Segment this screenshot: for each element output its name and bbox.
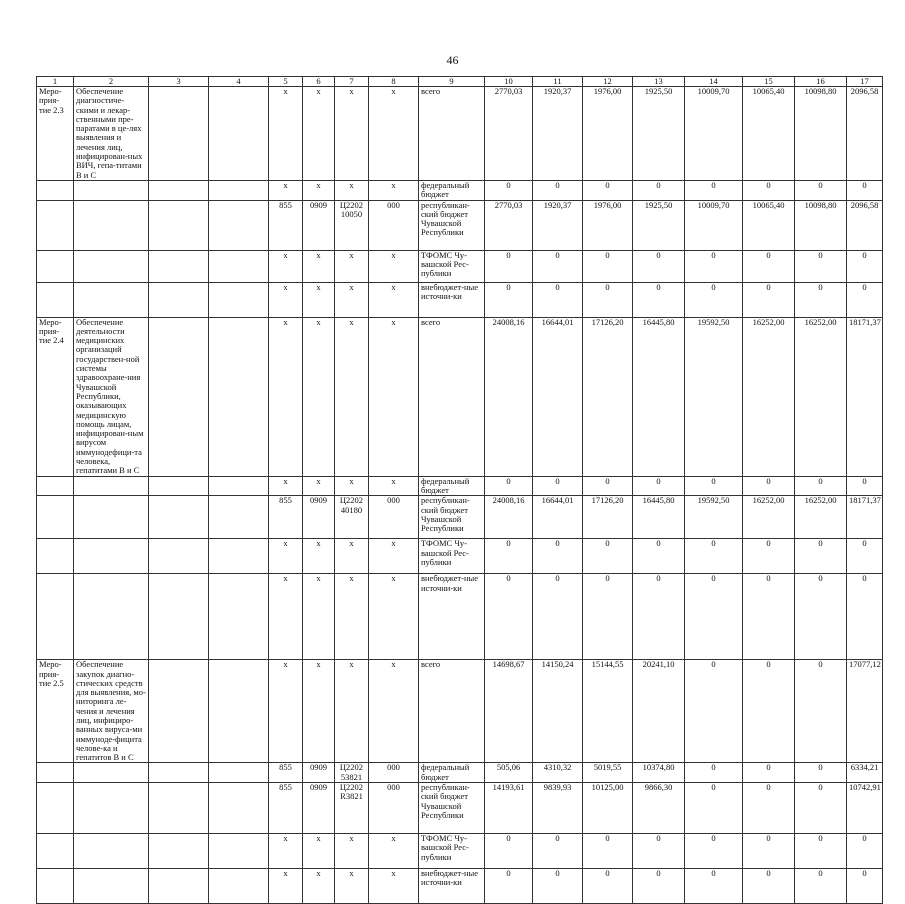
header-cell: 10: [485, 77, 533, 87]
value-cell: 0: [743, 783, 795, 834]
value-cell: 0: [485, 476, 533, 496]
header-cell: 13: [633, 77, 685, 87]
measure-cell: [37, 476, 74, 496]
code-cell-c6: x: [303, 834, 335, 869]
code-cell-c6: x: [303, 660, 335, 763]
header-cell: 1: [37, 77, 74, 87]
value-cell: 0: [685, 250, 743, 282]
code-cell-c5: x: [269, 660, 303, 763]
code-cell-c8: x: [369, 660, 419, 763]
description-cell: [74, 200, 149, 250]
code-cell-c6: 0909: [303, 783, 335, 834]
code-cell-c5: x: [269, 180, 303, 200]
value-cell: 0: [633, 476, 685, 496]
code-cell-c7: x: [335, 574, 369, 660]
code-cell-c8: x: [369, 87, 419, 181]
value-cell: 0: [795, 834, 847, 869]
code-cell-c6: x: [303, 539, 335, 574]
value-cell: 0: [685, 763, 743, 783]
value-cell: 0: [533, 869, 583, 904]
empty-cell-3: [149, 539, 209, 574]
value-cell: 0: [795, 282, 847, 317]
description-cell: [74, 574, 149, 660]
value-cell: 0: [847, 834, 883, 869]
measure-cell: [37, 539, 74, 574]
value-cell: 0: [685, 834, 743, 869]
code-cell-c6: x: [303, 869, 335, 904]
value-cell: 0: [583, 574, 633, 660]
value-cell: 1920,37: [533, 200, 583, 250]
measure-cell: [37, 869, 74, 904]
funding-source-cell: внебюджет-ные источни-ки: [419, 282, 485, 317]
value-cell: 0: [533, 574, 583, 660]
value-cell: 0: [743, 660, 795, 763]
empty-cell-3: [149, 200, 209, 250]
value-cell: 0: [743, 476, 795, 496]
code-cell-c8: x: [369, 834, 419, 869]
empty-cell-3: [149, 250, 209, 282]
funding-source-cell: внебюджет-ные источни-ки: [419, 574, 485, 660]
code-cell-c8: x: [369, 282, 419, 317]
funding-source-cell: всего: [419, 317, 485, 476]
value-cell: 16252,00: [743, 496, 795, 539]
code-cell-c7: x: [335, 317, 369, 476]
value-cell: 0: [685, 539, 743, 574]
code-cell-c6: x: [303, 317, 335, 476]
table-row: [37, 180, 883, 200]
table-row: [37, 763, 883, 783]
value-cell: 6334,21: [847, 763, 883, 783]
code-cell-c5: 855: [269, 783, 303, 834]
code-cell-c7: Ц2202 R3821: [335, 783, 369, 834]
value-cell: 0: [633, 539, 685, 574]
header-cell: 7: [335, 77, 369, 87]
table-row: [37, 539, 883, 574]
value-cell: 14193,61: [485, 783, 533, 834]
value-cell: 0: [847, 180, 883, 200]
measure-cell: [37, 496, 74, 539]
value-cell: 0: [685, 783, 743, 834]
code-cell-c8: x: [369, 539, 419, 574]
empty-cell-4: [209, 869, 269, 904]
value-cell: 0: [795, 783, 847, 834]
empty-cell-4: [209, 180, 269, 200]
description-cell: [74, 282, 149, 317]
measure-cell: [37, 282, 74, 317]
code-cell-c8: 000: [369, 783, 419, 834]
code-cell-c5: x: [269, 282, 303, 317]
code-cell-c8: x: [369, 250, 419, 282]
value-cell: 10125,00: [583, 783, 633, 834]
description-cell: [74, 869, 149, 904]
code-cell-c8: x: [369, 869, 419, 904]
funding-source-cell: ТФОМС Чу-вашской Рес-публики: [419, 250, 485, 282]
header-cell: 11: [533, 77, 583, 87]
value-cell: 0: [633, 180, 685, 200]
empty-cell-4: [209, 783, 269, 834]
code-cell-c6: x: [303, 282, 335, 317]
header-cell: 2: [74, 77, 149, 87]
funding-source-cell: федеральный бюджет: [419, 476, 485, 496]
value-cell: 0: [743, 180, 795, 200]
value-cell: 19592,50: [685, 496, 743, 539]
empty-cell-4: [209, 87, 269, 181]
value-cell: 5019,55: [583, 763, 633, 783]
value-cell: 16252,00: [795, 496, 847, 539]
header-cell: 5: [269, 77, 303, 87]
value-cell: 10009,70: [685, 200, 743, 250]
table-row: [37, 783, 883, 834]
value-cell: 0: [485, 539, 533, 574]
value-cell: 0: [685, 869, 743, 904]
header-cell: 8: [369, 77, 419, 87]
value-cell: 0: [743, 282, 795, 317]
code-cell-c5: 855: [269, 200, 303, 250]
value-cell: 0: [583, 282, 633, 317]
value-cell: 14698,67: [485, 660, 533, 763]
code-cell-c7: x: [335, 250, 369, 282]
description-cell: [74, 834, 149, 869]
code-cell-c6: 0909: [303, 496, 335, 539]
value-cell: 15144,55: [583, 660, 633, 763]
value-cell: 0: [583, 834, 633, 869]
empty-cell-3: [149, 834, 209, 869]
measure-cell: Меро-прия-тие 2.5: [37, 660, 74, 763]
code-cell-c5: x: [269, 87, 303, 181]
description-cell: [74, 763, 149, 783]
value-cell: 505,06: [485, 763, 533, 783]
empty-cell-4: [209, 496, 269, 539]
value-cell: 0: [847, 476, 883, 496]
empty-cell-4: [209, 539, 269, 574]
value-cell: 2770,03: [485, 200, 533, 250]
value-cell: 0: [795, 180, 847, 200]
empty-cell-4: [209, 250, 269, 282]
empty-cell-3: [149, 282, 209, 317]
value-cell: 0: [743, 539, 795, 574]
empty-cell-4: [209, 834, 269, 869]
code-cell-c8: 000: [369, 763, 419, 783]
code-cell-c8: 000: [369, 200, 419, 250]
value-cell: 0: [847, 574, 883, 660]
value-cell: 0: [533, 180, 583, 200]
value-cell: 0: [583, 476, 633, 496]
value-cell: 0: [633, 250, 685, 282]
table-row: [37, 250, 883, 282]
value-cell: 0: [583, 180, 633, 200]
description-cell: [74, 539, 149, 574]
code-cell-c5: x: [269, 250, 303, 282]
value-cell: 18171,37: [847, 317, 883, 476]
value-cell: 19592,50: [685, 317, 743, 476]
description-cell: Обеспечение деятельности медицинских организаций государствен-ной системы здравоохране-ния Чувашской Республики, оказывающих медицинскую помощь лицам, инфицирован-ным вирусом иммунодефици-та человека, гепатитами В и С: [74, 317, 149, 476]
description-cell: [74, 180, 149, 200]
value-cell: 16252,00: [795, 317, 847, 476]
code-cell-c6: x: [303, 87, 335, 181]
value-cell: 0: [485, 834, 533, 869]
value-cell: 10742,91: [847, 783, 883, 834]
code-cell-c5: x: [269, 869, 303, 904]
measure-cell: Меро-прия-тие 2.4: [37, 317, 74, 476]
value-cell: 0: [685, 282, 743, 317]
header-cell: 14: [685, 77, 743, 87]
value-cell: 10098,80: [795, 87, 847, 181]
header-cell: 6: [303, 77, 335, 87]
empty-cell-3: [149, 783, 209, 834]
description-cell: [74, 783, 149, 834]
table-row: [37, 869, 883, 904]
funding-source-cell: ТФОМС Чу-вашской Рес-публики: [419, 834, 485, 869]
value-cell: 16445,80: [633, 317, 685, 476]
value-cell: 17126,20: [583, 317, 633, 476]
value-cell: 1925,50: [633, 87, 685, 181]
budget-table: [36, 76, 883, 904]
code-cell-c6: x: [303, 250, 335, 282]
table-row: [37, 834, 883, 869]
funding-source-cell: республикан-ский бюджет Чувашской Республики: [419, 200, 485, 250]
code-cell-c7: Ц2202 53821: [335, 763, 369, 783]
code-cell-c8: x: [369, 574, 419, 660]
value-cell: 0: [583, 539, 633, 574]
empty-cell-4: [209, 200, 269, 250]
table-row: [37, 496, 883, 539]
code-cell-c8: x: [369, 180, 419, 200]
measure-cell: [37, 200, 74, 250]
code-cell-c6: x: [303, 476, 335, 496]
value-cell: 16644,01: [533, 496, 583, 539]
empty-cell-3: [149, 574, 209, 660]
funding-source-cell: республикан-ский бюджет Чувашской Республики: [419, 783, 485, 834]
measure-cell: [37, 834, 74, 869]
value-cell: 0: [485, 869, 533, 904]
empty-cell-4: [209, 574, 269, 660]
value-cell: 10065,40: [743, 87, 795, 181]
header-cell: 17: [847, 77, 883, 87]
value-cell: 24008,16: [485, 496, 533, 539]
empty-cell-3: [149, 87, 209, 181]
value-cell: 0: [633, 282, 685, 317]
value-cell: 0: [685, 180, 743, 200]
measure-cell: [37, 574, 74, 660]
empty-cell-4: [209, 660, 269, 763]
empty-cell-4: [209, 282, 269, 317]
value-cell: 0: [847, 250, 883, 282]
code-cell-c6: x: [303, 574, 335, 660]
funding-source-cell: федеральный бюджет: [419, 180, 485, 200]
table-row: [37, 574, 883, 660]
value-cell: 10065,40: [743, 200, 795, 250]
value-cell: 20241,10: [633, 660, 685, 763]
value-cell: 0: [485, 574, 533, 660]
value-cell: 0: [533, 476, 583, 496]
measure-cell: [37, 250, 74, 282]
value-cell: 17126,20: [583, 496, 633, 539]
funding-source-cell: федеральный бюджет: [419, 763, 485, 783]
value-cell: 2770,03: [485, 87, 533, 181]
table-row: [37, 476, 883, 496]
value-cell: 0: [533, 539, 583, 574]
description-cell: [74, 496, 149, 539]
value-cell: 0: [795, 574, 847, 660]
value-cell: 0: [485, 282, 533, 317]
value-cell: 0: [743, 834, 795, 869]
code-cell-c5: x: [269, 574, 303, 660]
empty-cell-3: [149, 476, 209, 496]
description-cell: [74, 250, 149, 282]
empty-cell-4: [209, 476, 269, 496]
empty-cell-4: [209, 317, 269, 476]
code-cell-c5: 855: [269, 496, 303, 539]
value-cell: 0: [533, 282, 583, 317]
page-number: 46: [446, 53, 459, 67]
value-cell: 17077,12: [847, 660, 883, 763]
header-cell: 4: [209, 77, 269, 87]
header-row: [37, 77, 883, 87]
code-cell-c7: x: [335, 539, 369, 574]
description-cell: Обеспечение закупок диагно-стических средств для выявления, мо-ниторинга ле-чения и лечения лиц, инфициро-ванных вируса-ми иммуноде-фицита челове-ка и гепатитов В и С: [74, 660, 149, 763]
empty-cell-3: [149, 660, 209, 763]
funding-source-cell: всего: [419, 87, 485, 181]
code-cell-c5: 855: [269, 763, 303, 783]
code-cell-c7: Ц2202 10050: [335, 200, 369, 250]
code-cell-c7: x: [335, 834, 369, 869]
value-cell: 0: [743, 574, 795, 660]
empty-cell-3: [149, 763, 209, 783]
code-cell-c7: Ц2202 40180: [335, 496, 369, 539]
code-cell-c5: x: [269, 539, 303, 574]
value-cell: 0: [743, 763, 795, 783]
table-row: [37, 660, 883, 763]
code-cell-c5: x: [269, 834, 303, 869]
header-cell: 3: [149, 77, 209, 87]
header-cell: 16: [795, 77, 847, 87]
code-cell-c5: x: [269, 317, 303, 476]
value-cell: 16445,80: [633, 496, 685, 539]
code-cell-c8: x: [369, 476, 419, 496]
code-cell-c7: x: [335, 180, 369, 200]
value-cell: 0: [795, 476, 847, 496]
code-cell-c8: 000: [369, 496, 419, 539]
value-cell: 16252,00: [743, 317, 795, 476]
code-cell-c8: x: [369, 317, 419, 476]
value-cell: 1920,37: [533, 87, 583, 181]
value-cell: 1925,50: [633, 200, 685, 250]
description-cell: Обеспечение диагностиче-скими и лекар-ственными пре-паратами в це-лях выявления и лечения лиц, инфицирован-ных ВИЧ, гепа-титами В и С: [74, 87, 149, 181]
measure-cell: [37, 763, 74, 783]
value-cell: 2096,58: [847, 87, 883, 181]
value-cell: 14150,24: [533, 660, 583, 763]
value-cell: 10374,80: [633, 763, 685, 783]
value-cell: 0: [847, 282, 883, 317]
value-cell: 0: [795, 763, 847, 783]
code-cell-c6: 0909: [303, 200, 335, 250]
value-cell: 4310,32: [533, 763, 583, 783]
measure-cell: Меро-прия-тие 2.3: [37, 87, 74, 181]
table-row: [37, 200, 883, 250]
table-row: [37, 87, 883, 181]
empty-cell-3: [149, 496, 209, 539]
empty-cell-4: [209, 763, 269, 783]
code-cell-c7: x: [335, 282, 369, 317]
value-cell: 2096,58: [847, 200, 883, 250]
code-cell-c7: x: [335, 476, 369, 496]
empty-cell-3: [149, 180, 209, 200]
empty-cell-3: [149, 869, 209, 904]
value-cell: 9839,93: [533, 783, 583, 834]
value-cell: 9866,30: [633, 783, 685, 834]
value-cell: 0: [795, 250, 847, 282]
header-cell: 15: [743, 77, 795, 87]
value-cell: 1976,00: [583, 200, 633, 250]
code-cell-c7: x: [335, 869, 369, 904]
value-cell: 10009,70: [685, 87, 743, 181]
code-cell-c6: x: [303, 180, 335, 200]
funding-source-cell: всего: [419, 660, 485, 763]
empty-cell-3: [149, 317, 209, 476]
header-cell: 12: [583, 77, 633, 87]
code-cell-c7: x: [335, 87, 369, 181]
value-cell: 0: [533, 834, 583, 869]
value-cell: 24008,16: [485, 317, 533, 476]
code-cell-c6: 0909: [303, 763, 335, 783]
value-cell: 0: [685, 476, 743, 496]
value-cell: 0: [583, 869, 633, 904]
value-cell: 0: [685, 574, 743, 660]
value-cell: 0: [795, 539, 847, 574]
value-cell: 0: [743, 250, 795, 282]
funding-source-cell: республикан-ский бюджет Чувашской Республики: [419, 496, 485, 539]
value-cell: 0: [795, 869, 847, 904]
value-cell: 1976,00: [583, 87, 633, 181]
value-cell: 0: [633, 834, 685, 869]
value-cell: 0: [847, 539, 883, 574]
funding-source-cell: внебюджет-ные источни-ки: [419, 869, 485, 904]
table-row: [37, 282, 883, 317]
value-cell: 0: [633, 574, 685, 660]
code-cell-c5: x: [269, 476, 303, 496]
value-cell: 0: [485, 250, 533, 282]
value-cell: 0: [633, 869, 685, 904]
description-cell: [74, 476, 149, 496]
measure-cell: [37, 180, 74, 200]
code-cell-c7: x: [335, 660, 369, 763]
funding-source-cell: ТФОМС Чу-вашской Рес-публики: [419, 539, 485, 574]
value-cell: 0: [533, 250, 583, 282]
value-cell: 0: [685, 660, 743, 763]
header-cell: 9: [419, 77, 485, 87]
value-cell: 0: [485, 180, 533, 200]
table-row: [37, 317, 883, 476]
value-cell: 18171,37: [847, 496, 883, 539]
value-cell: 16644,01: [533, 317, 583, 476]
value-cell: 0: [743, 869, 795, 904]
value-cell: 0: [847, 869, 883, 904]
measure-cell: [37, 783, 74, 834]
value-cell: 0: [583, 250, 633, 282]
value-cell: 10098,80: [795, 200, 847, 250]
value-cell: 0: [795, 660, 847, 763]
